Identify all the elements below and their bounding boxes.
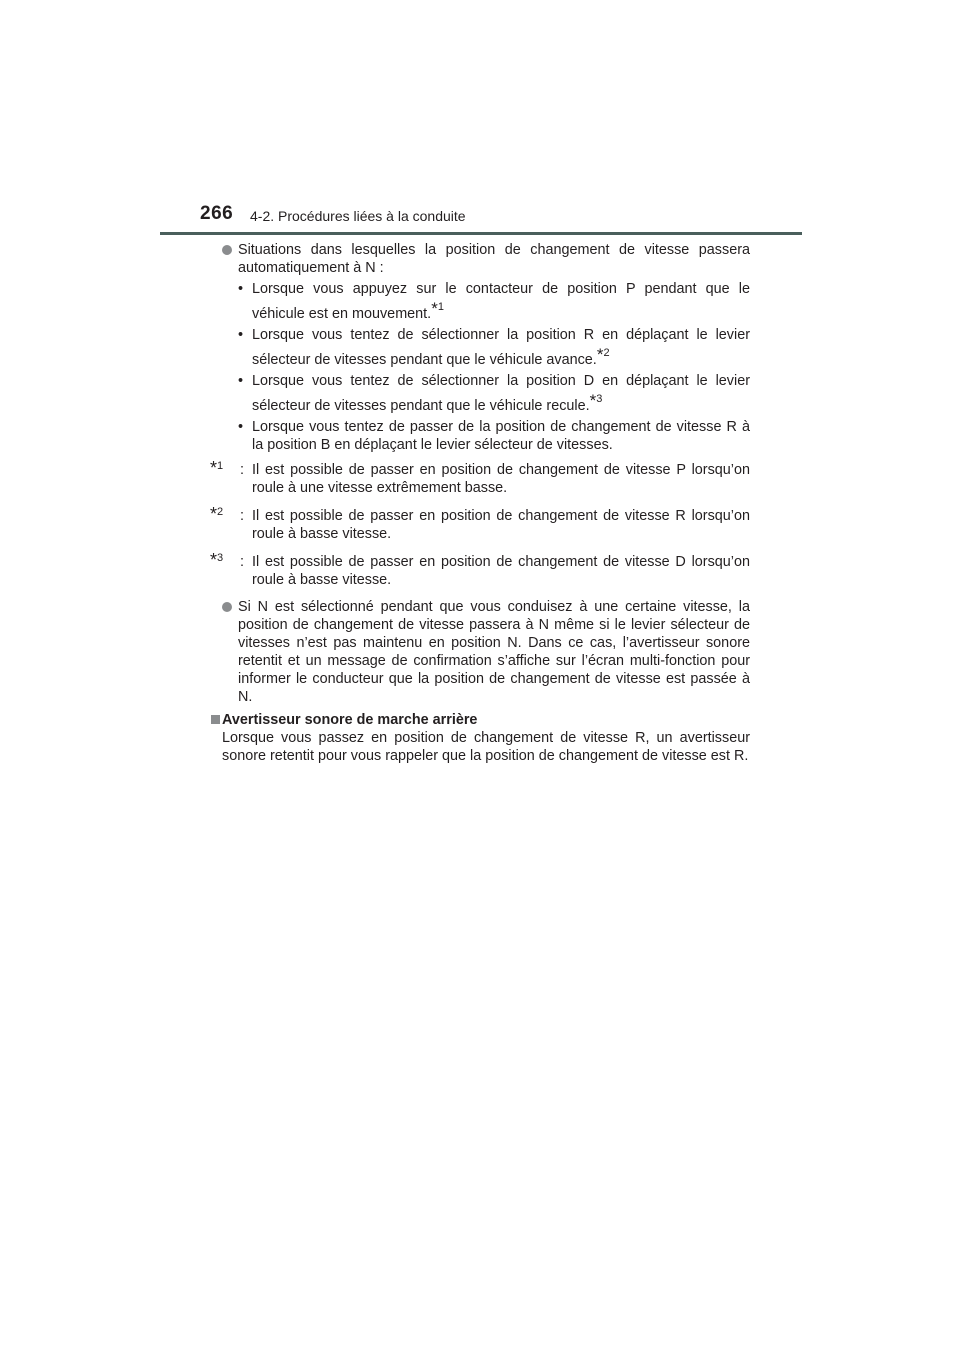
- footnote: [210, 550, 750, 589]
- footnote-star: *: [431, 299, 438, 318]
- circle-bullet-icon: [222, 602, 232, 612]
- footnote-star: *: [589, 391, 597, 410]
- subitem-text: Lorsque vous appuyez sur le contacteur de position P pendant que le véhicule est en mouvement.: [252, 281, 750, 322]
- subitem: [222, 418, 750, 454]
- footnote-text: Il est possible de passer en position de changement de vitesse R lorsqu’on roule à basse vitesse.: [252, 508, 750, 542]
- footnote-marker: *$^1$: [210, 458, 224, 478]
- item-text: Si N est sélectionné pendant que vous conduisez à une certaine vitesse, la position de changement de vitesse passera à N même si le levier sélecteur de vitesses n’est pas maintenu en position N. Dans ce cas, l’avertisseur sonore retentit et un message de confirmation s’affiche sur l’écran multi-fonction pour informer le conducteur que la position de changement de vitesse est passée à N.: [238, 599, 750, 705]
- circle-bullet-icon: [222, 245, 232, 255]
- dot-bullet-icon: •: [238, 373, 244, 389]
- content: [210, 241, 750, 765]
- footnotes: [210, 458, 750, 589]
- subitem: [222, 280, 750, 323]
- footnote-text: Il est possible de passer en position de changement de vitesse P lorsqu’on roule à une vitesse extrêmement basse.: [252, 462, 750, 496]
- section-body: Lorsque vous passez en position de changement de vitesse R, un avertisseur sonore retentit pour vous rappeler que la position de changement de vitesse est R.: [222, 730, 750, 764]
- footnote-ref: 3: [596, 393, 603, 405]
- footnote-ref: 1: [437, 301, 444, 313]
- dot-bullet-icon: •: [238, 327, 244, 343]
- dot-bullet-icon: •: [238, 281, 244, 297]
- bullet-item-neutral-selected: [222, 598, 750, 706]
- subitem: [222, 372, 750, 415]
- footnote-star: *: [596, 345, 604, 364]
- footnote-colon: :: [240, 462, 244, 478]
- footnote-colon: :: [240, 508, 244, 524]
- subitem: [222, 326, 750, 369]
- section-heading: Avertisseur sonore de marche arrière: [222, 712, 478, 728]
- footnote: [210, 458, 750, 497]
- section-reverse-buzzer: [222, 711, 750, 765]
- dot-bullet-icon: •: [238, 419, 244, 435]
- header-rule: [160, 232, 802, 235]
- subitem-list: [222, 280, 750, 454]
- subitem-text: Lorsque vous tentez de sélectionner la position R en déplaçant le levier sélecteur de vitesses pendant que le véhicule avance.: [252, 327, 750, 368]
- footnote-marker: *$^2$: [210, 504, 224, 524]
- subitem-text: Lorsque vous tentez de passer de la position de changement de vitesse R à la position B en déplaçant le levier sélecteur de vitesses.: [252, 419, 750, 453]
- footnote-colon: :: [240, 554, 244, 570]
- footnote-marker: *$^3$: [210, 550, 224, 570]
- item-text: Situations dans lesquelles la position de changement de vitesse passera automatiquement à N :: [238, 242, 750, 276]
- footnote: [210, 504, 750, 543]
- footnote-text: Il est possible de passer en position de changement de vitesse D lorsqu’on roule à basse vitesse.: [252, 554, 750, 588]
- square-bullet-icon: [211, 715, 220, 724]
- section-title: 4-2. Procédures liées à la conduite: [250, 208, 466, 224]
- subitem-text: Lorsque vous tentez de sélectionner la position D en déplaçant le levier sélecteur de vitesses pendant que le véhicule recule.: [252, 373, 750, 414]
- footnote-ref: 2: [603, 347, 610, 359]
- page-number: 266: [200, 203, 234, 224]
- bullet-item-auto-neutral: [222, 241, 750, 277]
